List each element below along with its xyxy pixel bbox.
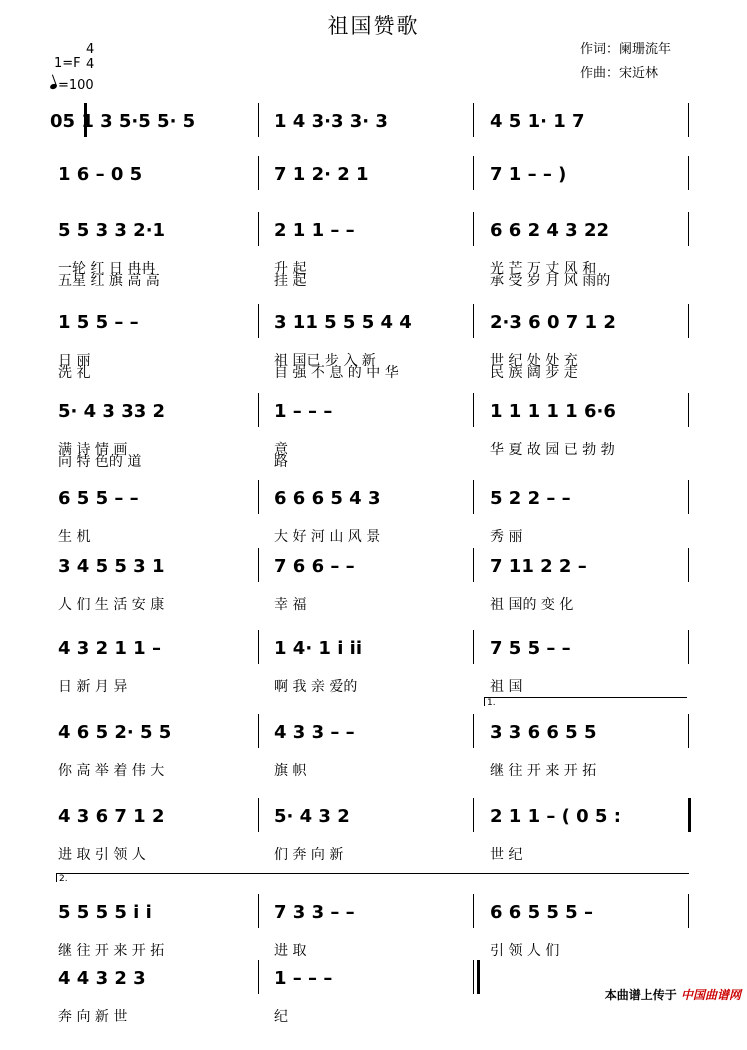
measure-notes: 6 6 2 4 3 22: [490, 220, 610, 241]
score-system: [0, 395, 747, 483]
lyric-line: 意: [274, 442, 288, 458]
lyric-line: 大 好 河 山 风 景: [274, 529, 381, 545]
measure-notes: 7 1 – – ): [490, 164, 567, 185]
barline: [688, 103, 689, 137]
lyric-line: 世 纪 处 处 充: [490, 353, 578, 369]
time-signature: [86, 42, 94, 72]
measure-notes: 5· 4 3 2: [274, 806, 350, 827]
measure-notes: 6 6 6 5 4 3: [274, 488, 381, 509]
measure-notes: 4 3 6 7 1 2: [58, 806, 165, 827]
measure-notes: 7 3 3 – –: [274, 902, 355, 923]
lyric-line: 民 族 阔 步 走: [490, 365, 578, 381]
lyric-line: 一轮 红 日 冉冉: [58, 261, 156, 277]
barline: [473, 480, 474, 514]
measure-notes: 1 1 1 1 1 6·6: [490, 401, 616, 422]
second-ending-bracket: [56, 873, 689, 882]
final-barline-thick: [477, 960, 480, 994]
barline: [258, 304, 259, 338]
barline: [258, 714, 259, 748]
key-signature: 1=F: [54, 56, 81, 71]
barline: [258, 894, 259, 928]
barline: [688, 212, 689, 246]
barline: [473, 798, 474, 832]
lyric-line: 日 新 月 异: [58, 679, 128, 695]
measure-notes: 1 6 – 0 5: [58, 164, 143, 185]
measure-notes: 5 5 3 3 2·1: [58, 220, 166, 241]
score-system: [0, 962, 747, 1050]
measure-notes: 4 5 1· 1 7: [490, 111, 585, 132]
measure-notes: 4 4 3 2 3: [58, 968, 146, 989]
first-ending-label: 1.: [487, 698, 496, 708]
lyric-line: 世 纪: [490, 847, 523, 863]
barline: [258, 103, 259, 137]
measure-notes: 2 1 1 – ( 0 5 :: [490, 806, 621, 827]
barline: [688, 156, 689, 190]
measure-notes: 1 5 5 – –: [58, 312, 139, 333]
first-ending-bracket: [484, 697, 687, 706]
composer-credit: 作曲：宋近林: [580, 66, 659, 81]
lyricist-credit: 作词：阑珊流年: [580, 42, 672, 57]
lyric-line: 人 们 生 活 安 康: [58, 597, 165, 613]
lyric-line: 啊 我 亲 爱的: [274, 679, 358, 695]
time-signature-bottom: 4: [86, 57, 95, 72]
lyric-line: 路: [274, 454, 288, 470]
score-system: [0, 632, 747, 720]
measure-notes: 3 4 5 5 3 1: [58, 556, 165, 577]
score-system: [0, 306, 747, 394]
barline: [688, 304, 689, 338]
barline: [688, 894, 689, 928]
measure-notes: 2·3 6 0 7 1 2: [490, 312, 616, 333]
barline: [688, 393, 689, 427]
lyric-line: 引 领 人 们: [490, 943, 560, 959]
lyric-line: 进 取 引 领 人: [58, 847, 146, 863]
lyric-line: 幸 福: [274, 597, 307, 613]
score-system: [0, 214, 747, 302]
time-signature-top: 4: [86, 42, 95, 57]
quarter-note-icon: [49, 83, 57, 90]
barline: [473, 156, 474, 190]
measure-notes: 1 – – –: [274, 968, 333, 989]
lyric-line: 光 芒 万 丈 风 和: [490, 261, 597, 277]
measure-notes: 7 6 6 – –: [274, 556, 355, 577]
lyric-line: 祖 国已 步 入 新: [274, 353, 376, 369]
watermark-text: 本曲谱上传于: [604, 988, 677, 1002]
lyric-line: 你 高 举 着 伟 大: [58, 763, 165, 779]
measure-notes: 1 – – –: [274, 401, 333, 422]
lyric-line: 们 奔 向 新: [274, 847, 344, 863]
lyric-line: 秀 丽: [490, 529, 523, 545]
barline: [258, 960, 259, 994]
barline: [688, 630, 689, 664]
barline: [688, 714, 689, 748]
measure-notes: 3 11 5 5 5 4 4: [274, 312, 412, 333]
measure-notes: 7 1 2· 2 1: [274, 164, 369, 185]
barline: [688, 548, 689, 582]
watermark-site: 中国曲谱网: [680, 988, 741, 1002]
second-ending-label: 2.: [59, 874, 68, 884]
barline: [258, 548, 259, 582]
measure-notes: 6 6 5 5 5 –: [490, 902, 593, 923]
measure-notes: 7 11 2 2 –: [490, 556, 587, 577]
measure-notes: 4 3 2 1 1 –: [58, 638, 161, 659]
barline: [258, 156, 259, 190]
lyric-line: 生 机: [58, 529, 91, 545]
barline: [473, 894, 474, 928]
lyric-line: 洗 礼: [58, 365, 91, 381]
lyric-line: 祖 国的 变 化: [490, 597, 574, 613]
barline: [258, 480, 259, 514]
lyric-line: 日 丽: [58, 353, 91, 369]
lyric-line: 挂 起: [274, 273, 307, 289]
lyric-line: 奔 向 新 世: [58, 1009, 128, 1025]
barline: [258, 393, 259, 427]
tempo-marking: [50, 78, 94, 93]
lyric-line: 进 取: [274, 943, 307, 959]
upload-watermark: [605, 986, 741, 1003]
score-system: [0, 716, 747, 804]
barline: [258, 630, 259, 664]
barline: [473, 714, 474, 748]
measure-notes: 5 2 2 – –: [490, 488, 571, 509]
barline: [258, 212, 259, 246]
measure-notes: 1 4 3·3 3· 3: [274, 111, 388, 132]
barline: [473, 212, 474, 246]
barline: [688, 480, 689, 514]
score-system: [0, 550, 747, 638]
lyric-line: 向 特 色的 道: [58, 454, 142, 470]
song-title: 祖国赞歌: [327, 14, 420, 38]
lyric-line: 祖 国: [490, 679, 523, 695]
measure-notes: 5· 4 3 33 2: [58, 401, 166, 422]
measure-notes: 4 6 5 2· 5 5: [58, 722, 172, 743]
measure-notes: 7 5 5 – –: [490, 638, 571, 659]
barline: [473, 304, 474, 338]
tempo-value: =100: [58, 78, 94, 93]
measure-notes: 4 3 3 – –: [274, 722, 355, 743]
lyric-line: 旗 帜: [274, 763, 307, 779]
measure-notes: 2 1 1 – –: [274, 220, 355, 241]
lyric-line: 升 起: [274, 261, 307, 277]
barline: [473, 630, 474, 664]
measure-notes: 05 1 3 5·5 5· 5: [50, 111, 196, 132]
barline: [473, 103, 474, 137]
lyric-line: 自 强 不 息 的 中 华: [274, 365, 399, 381]
lyric-line: 满 诗 情 画: [58, 442, 128, 458]
barline: [688, 798, 691, 832]
lyric-line: 继 往 开 来 开 拓: [58, 943, 165, 959]
lyric-line: 继 往 开 来 开 拓: [490, 763, 597, 779]
measure-notes: 5 5 5 5 i i: [58, 902, 152, 923]
final-barline: [473, 960, 474, 994]
barline: [473, 393, 474, 427]
lyric-line: 华 夏 故 园 已 勃 勃: [490, 442, 615, 458]
barline: [258, 798, 259, 832]
barline: [473, 548, 474, 582]
lyric-line: 五星 红 旗 高 高: [58, 273, 160, 289]
measure-notes: 6 5 5 – –: [58, 488, 139, 509]
lyric-line: 纪: [274, 1009, 288, 1025]
measure-notes: 1 4· 1 i ii: [274, 638, 362, 659]
lyric-line: 承 受 岁 月 风 雨的: [490, 273, 611, 289]
measure-notes: 3 3 6 6 5 5: [490, 722, 597, 743]
